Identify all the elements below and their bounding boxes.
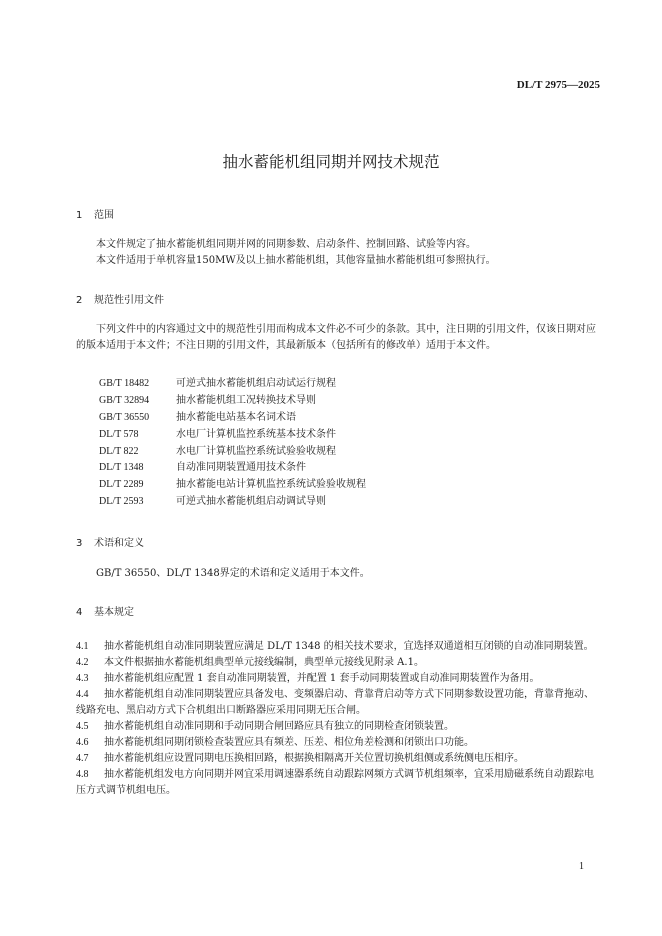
clause-text: 抽水蓄能机组应配置 1 套自动准同期装置，并配置 1 套手动同期装置或自动准同期装置作为备用。 [104,673,540,684]
reference-item [99,410,366,427]
clause-text: 抽水蓄能机组自动准同期和手动同期合闸回路应具有独立的同期检查闭锁装置。 [104,721,454,732]
section-number: 2 [76,295,83,306]
reference-name: 可逆式抽水蓄能机组启动调试导则 [176,496,326,508]
section-number: 3 [76,538,83,549]
reference-item [99,494,366,511]
reference-item [99,393,366,410]
section-title: 范围 [94,210,114,221]
clause [76,751,600,767]
clause [76,767,600,799]
clause [76,655,600,671]
document-title: 抽水蓄能机组同期并网技术规范 [222,153,440,171]
clause-number: 4.5 [76,721,89,732]
reference-name: 水电厂计算机监控系统试验验收规程 [176,445,336,457]
clause [76,719,600,735]
reference-code: DL/T 822 [99,445,139,457]
section-title: 术语和定义 [94,538,144,549]
clause-number: 4.4 [76,689,89,700]
paragraph: 本文件适用于单机容量150MW及以上抽水蓄能机组，其他容量抽水蓄能机组可参照执行。 [96,255,496,266]
section-number: 4 [76,607,83,618]
section-title: 规范性引用文件 [94,295,164,306]
clause-text: 本文件根据抽水蓄能机组典型单元接线编制，典型单元接线见附录 A.1。 [104,657,424,668]
clause-text: 抽水蓄能机组发电方向同期并网宜采用调速器系统自动跟踪网频方式调节机组频率，宜采用励磁系统自动跟踪电压方式调节机组电压。 [76,769,594,796]
page-number: 1 [579,861,584,872]
reference-code: GB/T 36550 [99,411,150,423]
reference-item [99,444,366,461]
document-code: DL/T 2975—2025 [516,79,600,91]
section-1-heading [76,206,114,221]
reference-item [99,460,366,477]
reference-name: 抽水蓄能电站基本名词术语 [176,411,296,423]
reference-name: 自动准同期装置通用技术条件 [176,462,306,474]
clause-number: 4.7 [76,753,89,764]
clause [76,735,600,751]
reference-code: GB/T 32894 [99,394,150,406]
reference-code: DL/T 2593 [99,496,144,508]
section-number: 1 [76,210,83,221]
reference-name: 抽水蓄能电站计算机监控系统试验验收规程 [176,479,366,491]
clause-number: 4.1 [76,641,89,652]
paragraph: 本文件规定了抽水蓄能机组同期并网的同期参数、启动条件、控制回路、试验等内容。 [96,239,476,250]
clause-text: 抽水蓄能机组自动准同期装置应具备发电、变频器启动、背靠背启动等方式下同期参数设置功能，背靠背拖动、线路充电、黑启动方式下合机组出口断路器应采用同期无压合闸。 [76,689,594,716]
section-1-body [76,237,600,269]
section-3-heading [76,534,144,549]
clause [76,639,600,655]
clause-number: 4.8 [76,769,89,780]
clause-text: 抽水蓄能机组同期闭锁检查装置应具有频差、压差、相位角差检测和闭锁出口功能。 [104,737,474,748]
clause-number: 4.6 [76,737,89,748]
reference-list [99,376,366,511]
section-4-clauses [76,639,600,799]
clause-text: 抽水蓄能机组自动准同期装置应满足 DL/T 1348 的相关技术要求，宜选择双通道相互闭锁的自动准同期装置。 [104,641,594,652]
section-2-heading [76,291,164,306]
reference-code: DL/T 2289 [99,479,144,491]
clause-number: 4.2 [76,657,89,668]
reference-name: 抽水蓄能机组工况转换技术导则 [176,394,316,406]
clause [76,671,600,687]
clause-text: 抽水蓄能机组应设置同期电压换相回路，根据换相隔离开关位置切换机组侧或系统侧电压相序。 [104,753,524,764]
section-2-intro: 下列文件中的内容通过文中的规范性引用而构成本文件必不可少的条款。其中，注日期的引用文件，仅该日期对应的版本适用于本文件；不注日期的引用文件，其最新版本（包括所有的修改单）适用于本文件。 [76,324,596,351]
section-title: 基本规定 [94,607,134,618]
reference-code: DL/T 1348 [99,462,144,474]
reference-code: GB/T 18482 [99,378,150,389]
reference-name: 可逆式抽水蓄能机组启动试运行规程 [176,378,336,389]
reference-name: 水电厂计算机监控系统基本技术条件 [176,428,336,440]
reference-item [99,376,366,393]
clause-number: 4.3 [76,673,89,684]
section-3-body: GB/T 36550、DL/T 1348界定的术语和定义适用于本文件。 [96,568,370,579]
reference-code: DL/T 578 [99,428,139,440]
clause [76,687,600,719]
section-4-heading [76,603,134,618]
reference-item [99,427,366,444]
reference-item [99,477,366,494]
